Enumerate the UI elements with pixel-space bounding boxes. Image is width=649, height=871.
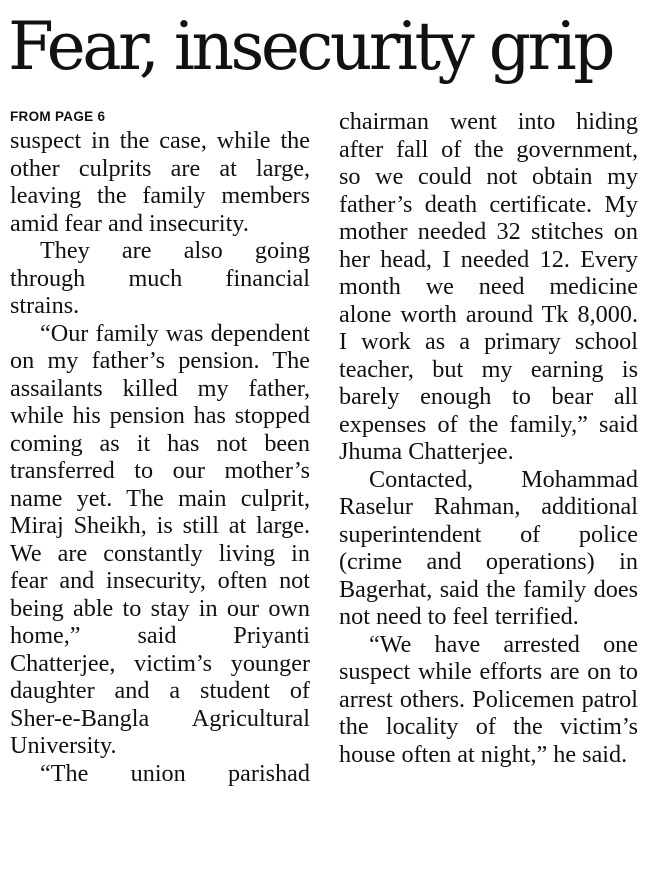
article-column-left — [10, 107, 310, 787]
headline: Fear, insecurity grip — [8, 8, 612, 85]
paragraph: They are also going through much financial strains. — [10, 237, 310, 319]
paragraph: “Our family was dependent on my father’s pension. The assailants killed my father, while his pension has stopped coming as it has not been transferred to our mother’s name yet. The main culprit, Miraj Sheikh, is still at large. We are constantly living in fear and insecurity, often not being able to stay in our own home,” said Priyanti Chatterjee, victim’s younger daughter and a student of Sher-e-Bangla Agricultural University. — [10, 319, 310, 759]
paragraph: Contacted, Mohammad Raselur Rahman, additional superintendent of police (crime and operations) in Bagerhat, said the family does not need to feel terrified. — [339, 465, 638, 630]
paragraph: suspect in the case, while the other culprits are at large, leaving the family members amid fear and insecurity. — [10, 127, 310, 237]
paragraph: “The union parishad — [40, 759, 310, 787]
paragraph: “We have arrested one suspect while efforts are on to arrest others. Policemen patrol the locality of the victim’s house often at night,” he said. — [339, 630, 638, 768]
paragraph: chairman went into hiding after fall of the government, so we could not obtain my father’s death certificate. My mother needed 32 stitches on her head, I needed 12. Every month we need medicine alone worth around Tk 8,000. I work as a primary school teacher, but my earning is barely enough to bear all expenses of the family,” said Jhuma Chatterjee. — [339, 108, 638, 465]
continued-from-kicker: FROM PAGE 6 — [10, 109, 106, 124]
article-column-right — [339, 107, 638, 768]
